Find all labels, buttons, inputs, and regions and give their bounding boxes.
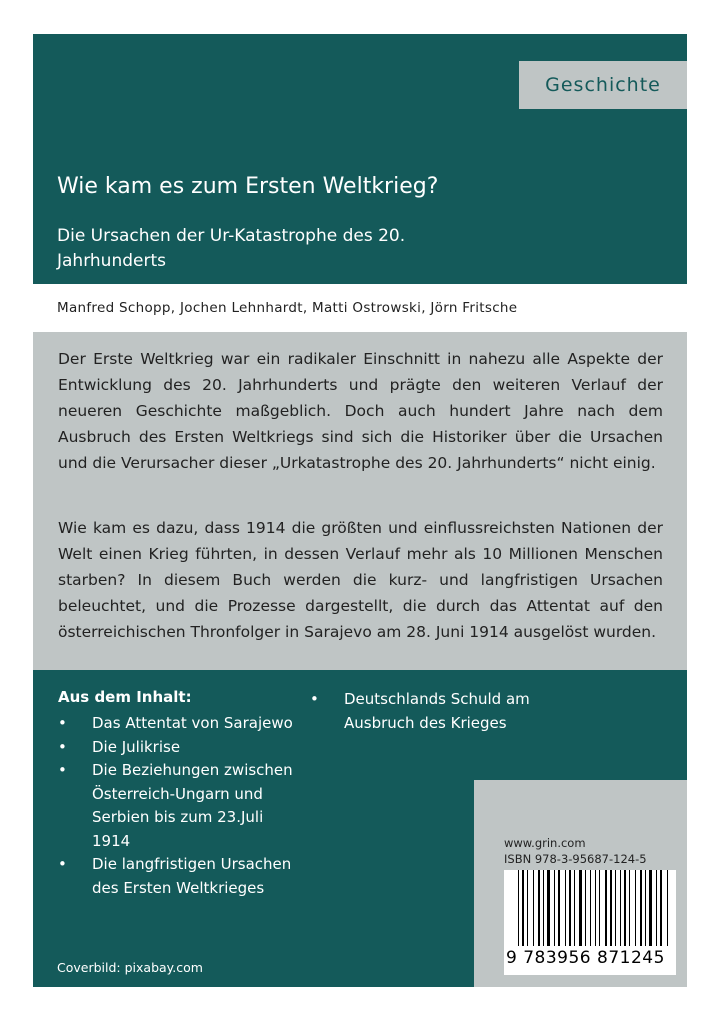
isbn-number: ISBN 978-3-95687-124-5 [504,852,647,866]
contents-heading: Aus dem Inhalt: [58,688,192,706]
contents-list-right [310,688,550,735]
barcode-number: 9 783956 871245 [506,948,665,968]
barcode [504,870,676,975]
category-label: Geschichte [519,61,687,109]
publisher-url: www.grin.com [504,836,586,850]
barcode-bars-icon [506,870,674,948]
cover-credit: Coverbild: pixabay.com [57,960,203,975]
book-title: Wie kam es zum Ersten Weltkrieg? [57,174,439,199]
bullet-icon: • [58,714,67,732]
bullet-icon: • [58,737,67,756]
bullet-icon: • [310,690,319,708]
list-item: • Die Beziehungen zwischen Österreich-Ungarn und Serbien bis zum 23.Juli 1914 [58,761,293,850]
blurb-paragraph-2: Wie kam es dazu, dass 1914 die größten und einflussreichsten Nationen der Welt einen Krieg führten, in dessen Verlauf mehr als 10 Millionen Menschen starben? In diesem Buch werden die kurz- und langfristigen Ursachen beleuchtet, und die Prozesse dargestellt, die durch das Attentat auf den österreichischen Thronfolger in Sarajevo am 28. Juni 1914 ausgelöst wurden. [58,519,663,641]
contents-list-left [58,712,308,900]
isbn-box [474,780,687,987]
list-item: • Deutschlands Schuld am Ausbruch des Krieges [310,690,530,732]
bullet-icon: • [58,855,67,873]
bullet-icon: • [58,761,67,779]
blurb-panel [33,332,687,670]
list-item: • Die langfristigen Ursachen des Ersten Weltkrieges [58,855,292,897]
authors-line: Manfred Schopp, Jochen Lehnhardt, Matti Ostrowski, Jörn Fritsche [57,300,518,316]
list-item: • Die Julikrise [58,736,308,760]
list-item: • Das Attentat von Sarajewo [58,712,308,736]
blurb-paragraph-1: Der Erste Weltkrieg war ein radikaler Einschnitt in nahezu alle Aspekte der Entwicklung des 20. Jahrhunderts und prägte den weiteren Verlauf der neueren Geschichte maßgeblich. Doch auch hundert Jahre nach dem Ausbruch des Ersten Weltkriegs sind sich die Historiker über die Ursachen und die Verursacher dieser „Urkatastrophe des 20. Jahrhunderts“ nicht einig. [58,350,663,472]
book-subtitle: Die Ursachen der Ur-Katastrophe des 20. Jahrhunderts [57,226,406,271]
title-panel [33,34,687,284]
